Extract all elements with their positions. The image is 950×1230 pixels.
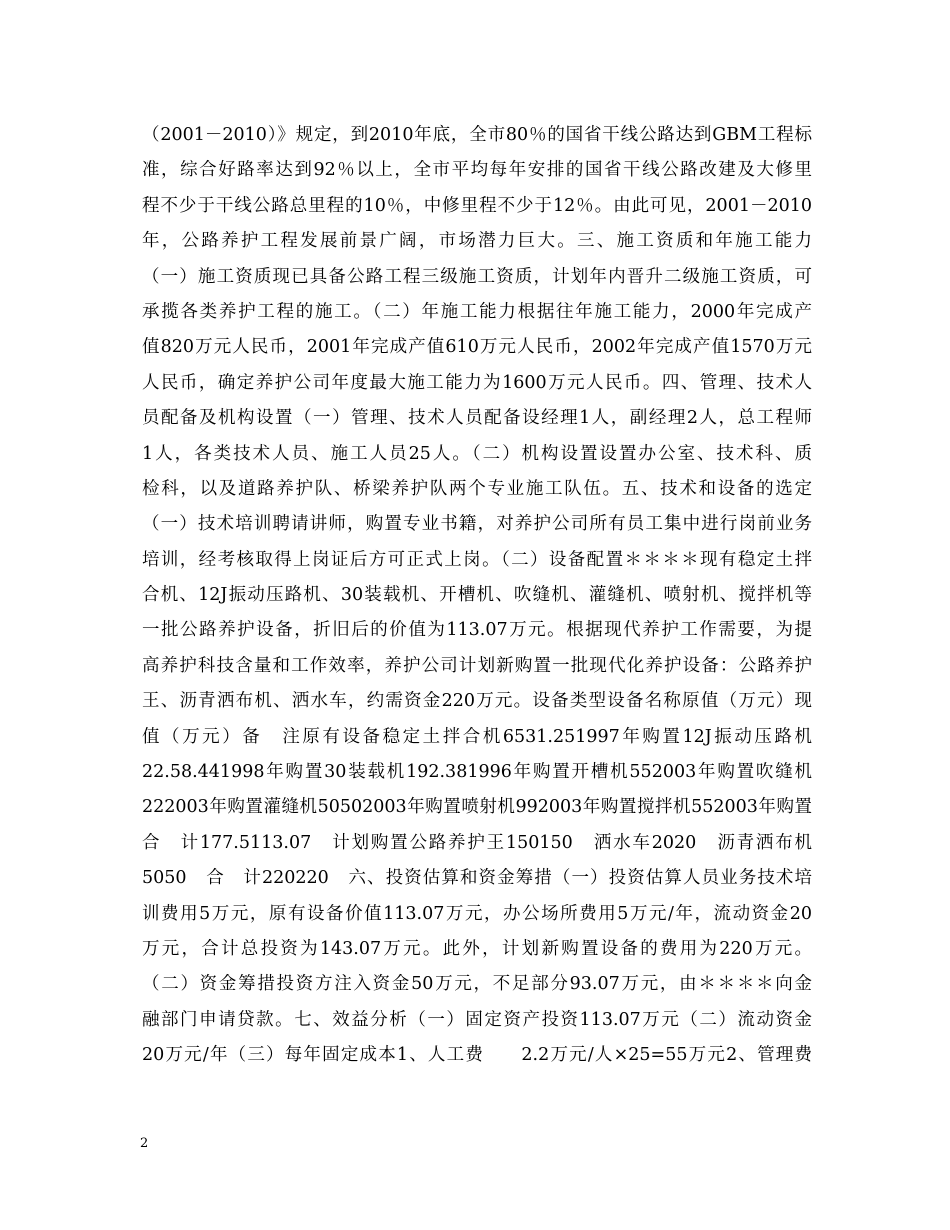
text-line: （一）技术培训聘请讲师，购置专业书籍，对养护公司所有员工集中进行岗前业务 <box>142 514 812 535</box>
text-line: 万元，合计总投资为143.07万元。此外，计划新购置设备的费用为220万元。 <box>142 938 812 959</box>
text-line: 训费用5万元，原有设备价值113.07万元，办公场所费用5万元/年，流动资金20 <box>142 903 812 924</box>
text-line: 培训，经考核取得上岗证后方可正式上岗。（二）设备配置＊＊＊＊现有稳定土拌 <box>142 549 812 570</box>
text-line: 准，综合好路率达到92％以上，全市平均每年安排的国省干线公路改建及大修里 <box>142 160 812 181</box>
text-line: 程不少于干线公路总里程的10％，中修里程不少于12％。由此可见，2001－2010 <box>142 195 812 216</box>
text-line: 一批公路养护设备，折旧后的价值为113.07万元。根据现代养护工作需要，为提 <box>142 620 812 641</box>
text-line: 融部门申请贷款。七、效益分析（一）固定资产投资113.07万元（二）流动资金 <box>142 1009 812 1030</box>
body-text <box>142 118 812 1074</box>
text-line: 承揽各类养护工程的施工。（二）年施工能力根据往年施工能力，2000年完成产 <box>142 301 812 322</box>
page-number: 2 <box>140 1136 149 1151</box>
text-line: 222003年购置灌缝机50502003年购置喷射机992003年购置搅拌机552003年购置 <box>142 797 812 818</box>
text-line: （一）施工资质现已具备公路工程三级施工资质，计划年内晋升二级施工资质，可 <box>142 266 812 287</box>
text-line: 王、沥青洒布机、洒水车，约需资金220万元。设备类型设备名称原值（万元）现 <box>142 691 812 712</box>
text-line: 检科，以及道路养护队、桥梁养护队两个专业施工队伍。五、技术和设备的选定 <box>142 478 812 499</box>
text-line: 1人，各类技术人员、施工人员25人。（二）机构设置设置办公室、技术科、质 <box>142 443 812 464</box>
text-line: 员配备及机构设置（一）管理、技术人员配备设经理1人，副经理2人，总工程师 <box>142 408 812 429</box>
text-line: 5050 合 计220220 六、投资估算和资金筹措（一）投资估算人员业务技术培 <box>142 868 812 889</box>
text-line: 人民币，确定养护公司年度最大施工能力为1600万元人民币。四、管理、技术人 <box>142 372 812 393</box>
text-line: 高养护科技含量和工作效率，养护公司计划新购置一批现代化养护设备：公路养护 <box>142 655 812 676</box>
text-line: 合 计177.5113.07 计划购置公路养护王150150 洒水车2020 沥青洒布机 <box>142 832 812 853</box>
text-line: 22.58.441998年购置30装载机192.381996年购置开槽机552003年购置吹缝机 <box>142 762 812 783</box>
text-line: （2001－2010）》规定，到2010年底，全市80％的国省干线公路达到GBM工程标 <box>142 125 812 145</box>
text-line: （二）资金筹措投资方注入资金50万元，不足部分93.07万元，由＊＊＊＊向金 <box>142 974 812 995</box>
text-line: 合机、12J振动压路机、30装载机、开槽机、吹缝机、灌缝机、喷射机、搅拌机等 <box>142 585 812 606</box>
text-line: 年，公路养护工程发展前景广阔，市场潜力巨大。三、施工资质和年施工能力 <box>142 231 812 252</box>
text-line: 值820万元人民币，2001年完成产值610万元人民币，2002年完成产值1570万元 <box>142 337 812 358</box>
text-line: 20万元/年（三）每年固定成本1、人工费 2.2万元/人×25=55万元2、管理费 <box>142 1045 812 1066</box>
text-line: 值（万元）备 注原有设备稳定土拌合机6531.251997年购置12J振动压路机 <box>142 726 812 747</box>
